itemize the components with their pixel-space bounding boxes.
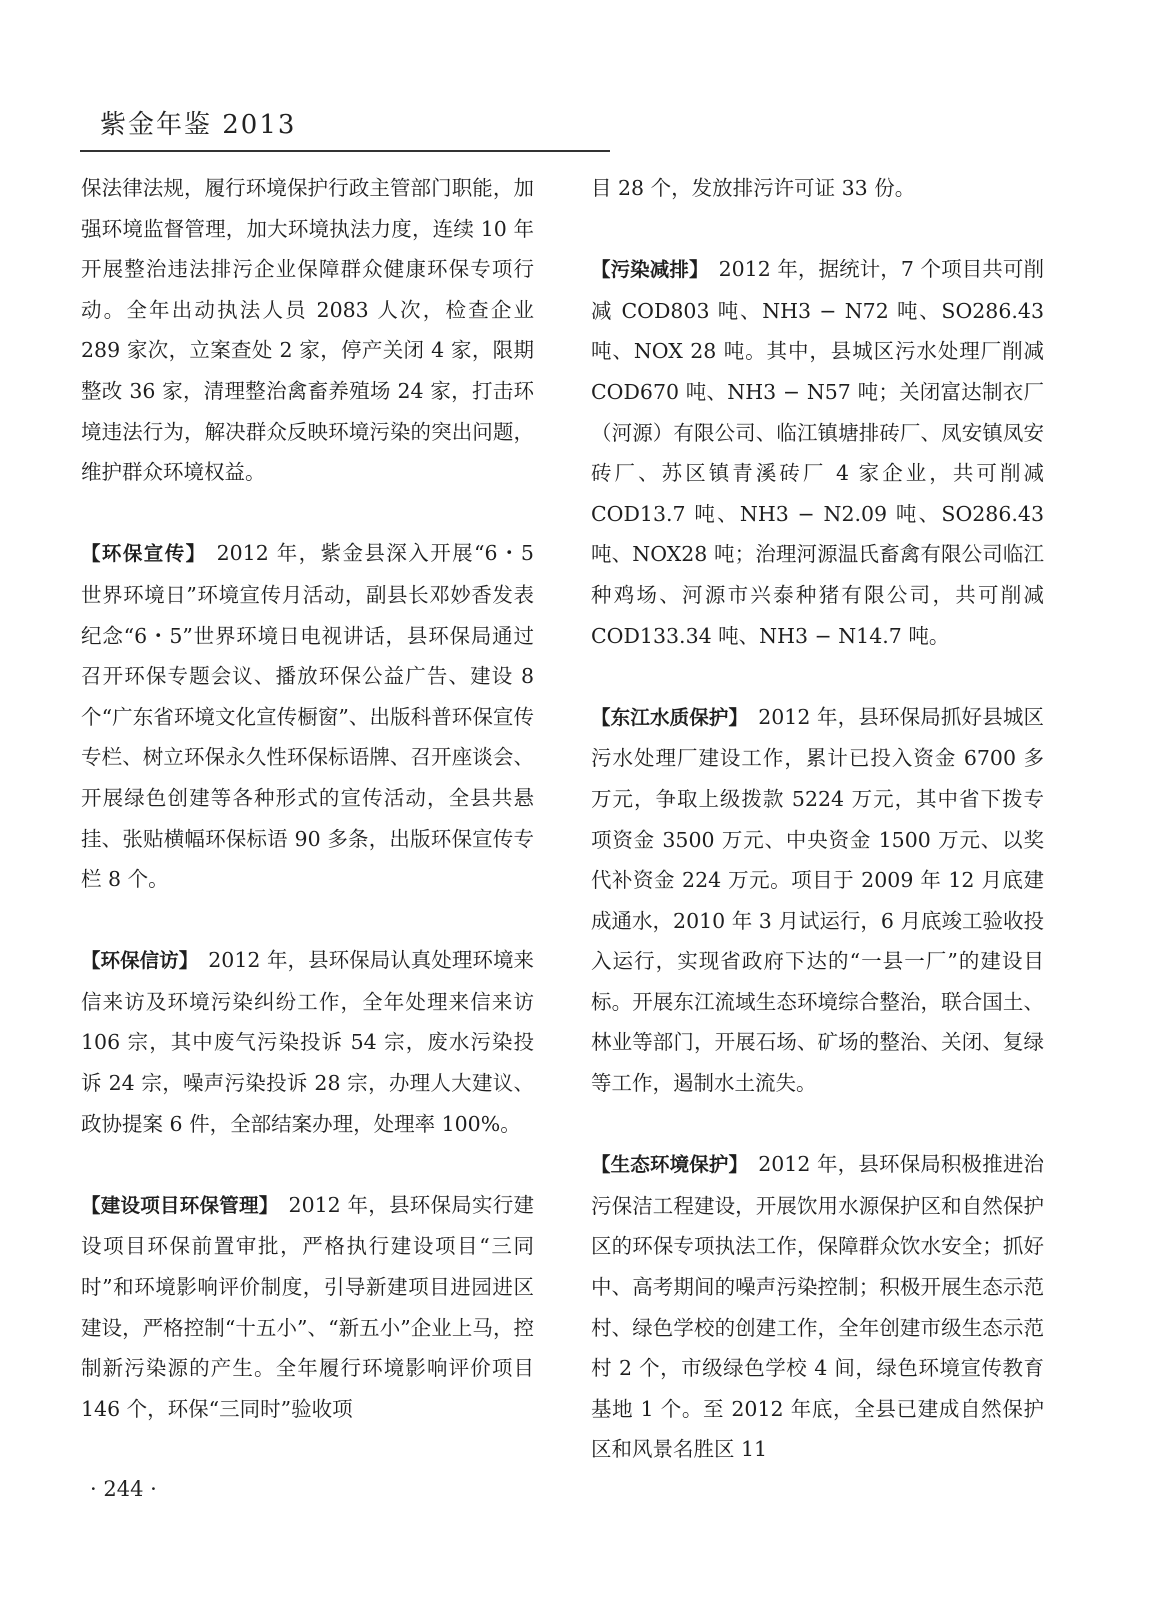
- section-body: 2012 年，县环保局认真处理环境来信来访及环境污染纠纷工作，全年处理来信来访 106 宗，其中废气污染投诉 54 宗，废水污染投诉 24 宗，噪声污染投诉 28 宗，办理人大建议、政协提案 6 件，全部结案办理，处理率 100%。: [81, 948, 534, 1136]
- section-environmental-petitions: [81, 940, 534, 1144]
- section-pollution-reduction: [591, 249, 1044, 656]
- section-heading: 【生态环境保护】: [591, 1153, 749, 1177]
- paragraph-gap: [81, 493, 534, 534]
- page-number: · 244 ·: [90, 1477, 157, 1501]
- continued-paragraph: 目 28 个，发放排污许可证 33 份。: [591, 176, 916, 200]
- running-header: 紫金年鉴 2013: [100, 110, 297, 140]
- paragraph-gap: [81, 900, 534, 941]
- section-environmental-publicity: [81, 533, 534, 899]
- paragraph-gap: [591, 209, 1044, 250]
- paragraph-gap: [591, 656, 1044, 697]
- section-body: 2012 年，县环保局积极推进治污保洁工程建设，开展饮用水源保护区和自然保护区的环保专项执法工作，保障群众饮水安全；抓好中、高考期间的噪声污染控制；积极开展生态示范村、绿色学校的创建工作，全年创建市级生态示范村 2 个，市级绿色学校 4 间，绿色环境宣传教育基地 1 个。至 2012 年底，全县已建成自然保护区和风景名胜区 11: [591, 1152, 1044, 1462]
- section-body: 2012 年，据统计，7 个项目共可削减 COD803 吨、NH3 − N72 吨、SO286.43 吨、NOX 28 吨。其中，县城区污水处理厂削减 COD670 吨、NH3 − N57 吨；关闭富达制衣厂（河源）有限公司、临江镇塘排砖厂、凤安镇凤安砖厂、苏区镇青溪砖厂 4 家企业，共可削减 COD13.7 吨、NH3 − N2.09 吨、SO286.43 吨、NOX28 吨；治理河源温氏畜禽有限公司临江种鸡场、河源市兴泰种猪有限公司，共可削减 COD133.34 吨、NH3 − N14.7 吨。: [591, 257, 1044, 648]
- section-body: 2012 年，县环保局抓好县城区污水处理厂建设工作，累计已投入资金 6700 多万元，争取上级拨款 5224 万元，其中省下拨专项资金 3500 万元、中央资金 1500 万元、以奖代补资金 224 万元。项目于 2009 年 12 月底建成通水，2010 年 3 月试运行，6 月底竣工验收投入运行，实现省政府下达的“一县一厂”的建设目标。开展东江流域生态环境综合整治，联合国土、林业等部门，开展石场、矿场的整治、关闭、复绿等工作，遏制水土流失。: [591, 704, 1044, 1096]
- right-column: [591, 168, 1044, 1470]
- section-dongjiang-water-protection: [591, 697, 1044, 1104]
- paragraph-gap: [591, 1104, 1044, 1145]
- header-rule: [80, 150, 610, 152]
- section-construction-project-management: [81, 1185, 534, 1430]
- section-heading: 【污染减排】: [591, 258, 709, 282]
- section-ecological-protection: [591, 1144, 1044, 1470]
- section-heading: 【环保宣传】: [81, 542, 207, 566]
- section-body: 2012 年，县环保局实行建设项目环保前置审批，严格执行建设项目“三同时”和环境影响评价制度，引导新建项目进园进区建设，严格控制“十五小”、“新五小”企业上马，控制新污染源的产生。全年履行环境影响评价项目 146 个，环保“三同时”验收项: [81, 1192, 534, 1421]
- paragraph-gap: [81, 1144, 534, 1185]
- left-column: [81, 168, 534, 1429]
- continued-paragraph: 保法律法规，履行环境保护行政主管部门职能，加强环境监督管理，加大环境执法力度，连续 10 年开展整治违法排污企业保障群众健康环保专项行动。全年出动执法人员 2083 人次，检查企业 289 家次，立案查处 2 家，停产关闭 4 家，限期整改 36 家，清理整治禽畜养殖场 24 家，打击环境违法行为，解决群众反映环境污染的突出问题，维护群众环境权益。: [81, 176, 534, 485]
- section-heading: 【环保信访】: [81, 949, 199, 973]
- section-body: 2012 年，紫金县深入开展“6・5 世界环境日”环境宣传月活动，副县长邓妙香发表纪念“6・5”世界环境日电视讲话，县环保局通过召开环保专题会议、播放环保公益广告、建设 8 个“广东省环境文化宣传橱窗”、出版科普环保宣传专栏、树立环保永久性环保标语牌、召开座谈会、开展绿色创建等各种形式的宣传活动，全县共悬挂、张贴横幅环保标语 90 多条，出版环保宣传专栏 8 个。: [81, 541, 534, 892]
- section-heading: 【建设项目环保管理】: [81, 1193, 279, 1217]
- section-heading: 【东江水质保护】: [591, 705, 749, 729]
